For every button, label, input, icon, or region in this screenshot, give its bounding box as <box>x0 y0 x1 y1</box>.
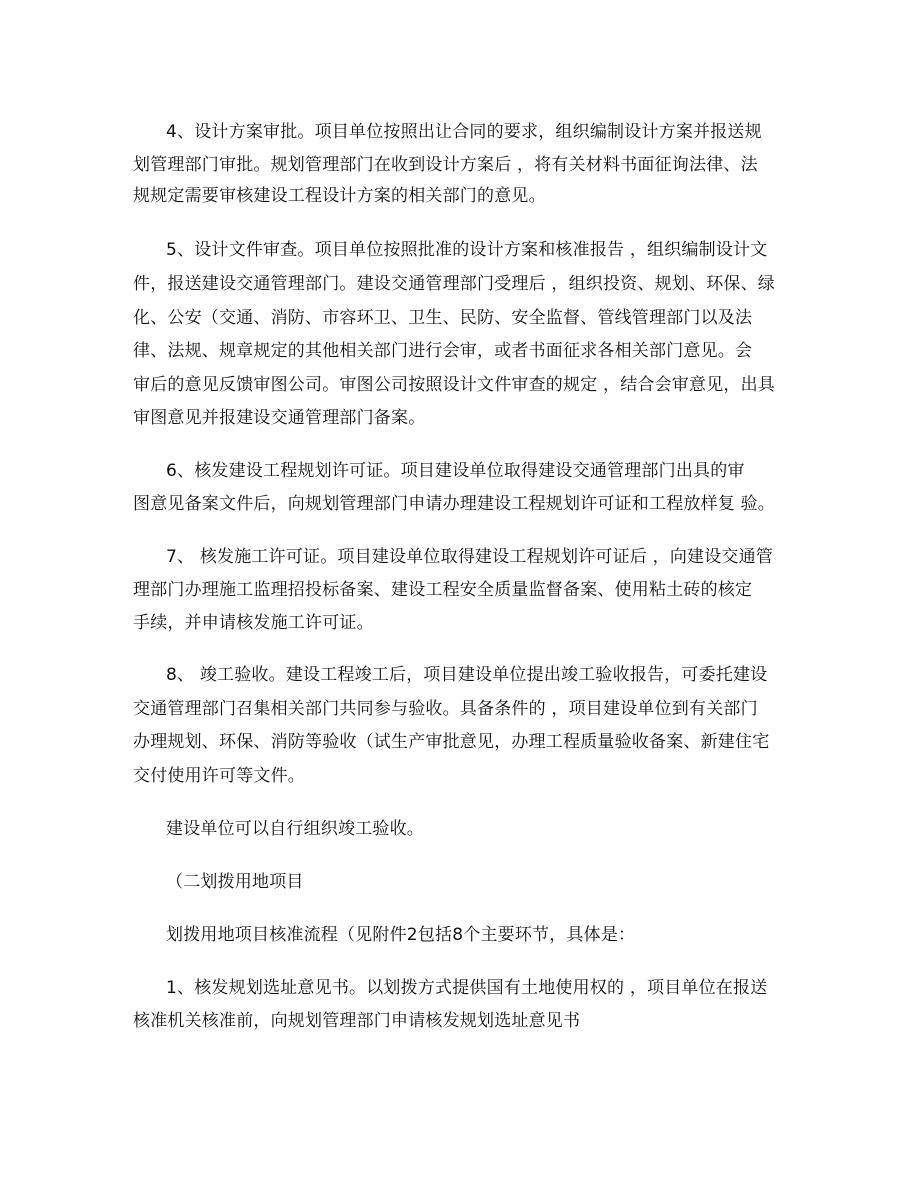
text-line: 办理规划、环保、消防等验收（试生产审批意见，办理工程质量验收备案、新建住宅 <box>133 732 770 752</box>
text-line: 理部门办理施工监理招投标备案、建设工程安全质量监督备案、使用粘土砖的核定 <box>133 580 753 600</box>
text-line: 律、法规、规章规定的其他相关部门进行会审，或者书面征求各相关部门意见。会 <box>133 341 753 361</box>
text-line: 交付使用许可等文件。 <box>133 766 305 786</box>
text-line: 建设单位可以自行组织竣工验收。 <box>166 819 424 839</box>
text-line: 手续，并申请核发施工许可证。 <box>133 613 374 633</box>
text-line: 4、设计方案审批。项目单位按照出让合同的要求，组织编制设计方案并报送规 <box>166 122 762 142</box>
text-line: 化、公安（交通、消防、市容环卫、卫生、民防、安全监督、管线管理部门以及法 <box>133 308 753 328</box>
text-line: 审图意见并报建设交通管理部门备案。 <box>133 408 426 428</box>
text-line: 规规定需要审核建设工程设计方案的相关部门的意见。 <box>133 186 546 206</box>
section-heading: （二划拨用地项目 <box>166 872 304 892</box>
text-line: 划管理部门审批。规划管理部门在收到设计方案后 ，将有关材料书面征询法律、法 <box>133 155 758 175</box>
text-line: 核准机关核准前，向规划管理部门申请核发规划选址意见书 <box>133 1011 581 1031</box>
text-line: 8、 竣工验收。建设工程竣工后，项目建设单位提出竣工验收报告，可委托建设 <box>166 665 768 685</box>
text-line: 7、 核发施工许可证。项目建设单位取得建设工程规划许可证后 ，向建设交通管 <box>166 547 774 567</box>
text-line: 5、设计文件审查。项目单位按照批准的设计方案和核准报告 ，组织编制设计文 <box>166 240 768 260</box>
text-line: 审后的意见反馈审图公司。审图公司按照设计文件审查的规定 ，结合会审意见，出具 <box>133 375 776 395</box>
text-line: 划拨用地项目核准流程（见附件2包括8个主要环节，具体是： <box>166 925 636 945</box>
text-line: 图意见备案文件后，向规划管理部门申请办理建设工程规划许可证和工程放样复 验。 <box>133 494 776 514</box>
text-line: 6、核发建设工程规划许可证。项目建设单位取得建设交通管理部门出具的审 <box>166 461 745 481</box>
text-line: 1、核发规划选址意见书。以划拨方式提供国有土地使用权的 ，项目单位在报送 <box>166 978 768 998</box>
text-line: 交通管理部门召集相关部门共同参与验收。具备条件的 ，项目建设单位到有关部门 <box>133 699 758 719</box>
text-line: 件，报送建设交通管理部门。建设交通管理部门受理后 ，组织投资、规划、环保、绿 <box>133 274 776 294</box>
